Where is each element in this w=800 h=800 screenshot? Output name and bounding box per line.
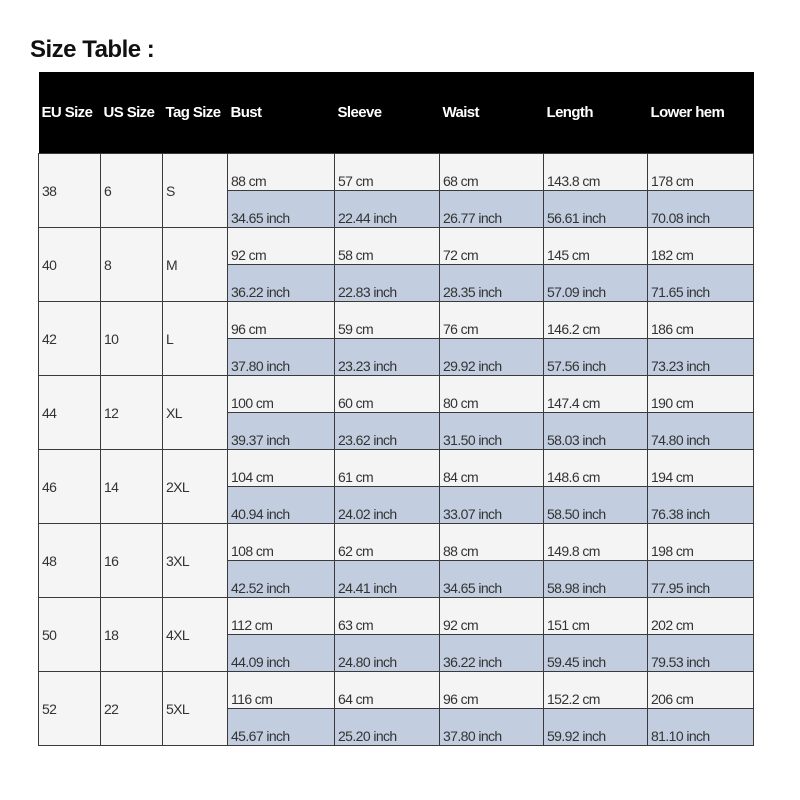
lower-hem-inch-cell: 70.08 inch xyxy=(648,191,754,228)
sleeve-cm-cell: 60 cm xyxy=(335,376,440,413)
waist-cm-cell: 72 cm xyxy=(440,228,544,265)
sleeve-inch-cell: 25.20 inch xyxy=(335,709,440,746)
header-bust: Bust xyxy=(228,72,335,154)
length-inch-cell: 59.92 inch xyxy=(544,709,648,746)
sleeve-inch-cell: 24.02 inch xyxy=(335,487,440,524)
us-size-cell: 6 xyxy=(101,154,163,228)
waist-cm-cell: 84 cm xyxy=(440,450,544,487)
bust-cm-cell: 100 cm xyxy=(228,376,335,413)
bust-inch-cell: 42.52 inch xyxy=(228,561,335,598)
length-inch-cell: 58.50 inch xyxy=(544,487,648,524)
tag-size-cell: M xyxy=(163,228,228,302)
eu-size-cell: 46 xyxy=(39,450,101,524)
lower-hem-inch-cell: 73.23 inch xyxy=(648,339,754,376)
sleeve-inch-cell: 22.44 inch xyxy=(335,191,440,228)
lower-hem-inch-cell: 81.10 inch xyxy=(648,709,754,746)
sleeve-cm-cell: 64 cm xyxy=(335,672,440,709)
length-cm-cell: 147.4 cm xyxy=(544,376,648,413)
bust-cm-cell: 88 cm xyxy=(228,154,335,191)
table-row-cm xyxy=(39,228,754,265)
bust-cm-cell: 104 cm xyxy=(228,450,335,487)
lower-hem-inch-cell: 79.53 inch xyxy=(648,635,754,672)
bust-inch-cell: 39.37 inch xyxy=(228,413,335,450)
length-inch-cell: 58.03 inch xyxy=(544,413,648,450)
tag-size-cell: 4XL xyxy=(163,598,228,672)
length-cm-cell: 143.8 cm xyxy=(544,154,648,191)
table-row-cm xyxy=(39,672,754,709)
lower-hem-cm-cell: 202 cm xyxy=(648,598,754,635)
us-size-cell: 14 xyxy=(101,450,163,524)
table-row-cm xyxy=(39,598,754,635)
lower-hem-cm-cell: 190 cm xyxy=(648,376,754,413)
waist-cm-cell: 92 cm xyxy=(440,598,544,635)
length-inch-cell: 57.09 inch xyxy=(544,265,648,302)
length-inch-cell: 56.61 inch xyxy=(544,191,648,228)
waist-inch-cell: 26.77 inch xyxy=(440,191,544,228)
tag-size-cell: L xyxy=(163,302,228,376)
lower-hem-cm-cell: 178 cm xyxy=(648,154,754,191)
bust-inch-cell: 45.67 inch xyxy=(228,709,335,746)
lower-hem-cm-cell: 186 cm xyxy=(648,302,754,339)
eu-size-cell: 48 xyxy=(39,524,101,598)
tag-size-cell: 3XL xyxy=(163,524,228,598)
waist-inch-cell: 31.50 inch xyxy=(440,413,544,450)
lower-hem-cm-cell: 194 cm xyxy=(648,450,754,487)
bust-cm-cell: 96 cm xyxy=(228,302,335,339)
sleeve-cm-cell: 59 cm xyxy=(335,302,440,339)
sleeve-inch-cell: 24.41 inch xyxy=(335,561,440,598)
tag-size-cell: 5XL xyxy=(163,672,228,746)
header-sleeve: Sleeve xyxy=(335,72,440,154)
us-size-cell: 10 xyxy=(101,302,163,376)
header-lower-hem: Lower hem xyxy=(648,72,754,154)
eu-size-cell: 42 xyxy=(39,302,101,376)
eu-size-cell: 50 xyxy=(39,598,101,672)
bust-inch-cell: 40.94 inch xyxy=(228,487,335,524)
waist-inch-cell: 36.22 inch xyxy=(440,635,544,672)
header-row xyxy=(39,72,754,154)
waist-inch-cell: 33.07 inch xyxy=(440,487,544,524)
us-size-cell: 8 xyxy=(101,228,163,302)
us-size-cell: 22 xyxy=(101,672,163,746)
bust-cm-cell: 116 cm xyxy=(228,672,335,709)
waist-inch-cell: 28.35 inch xyxy=(440,265,544,302)
lower-hem-inch-cell: 74.80 inch xyxy=(648,413,754,450)
waist-cm-cell: 96 cm xyxy=(440,672,544,709)
bust-inch-cell: 34.65 inch xyxy=(228,191,335,228)
lower-hem-inch-cell: 76.38 inch xyxy=(648,487,754,524)
sleeve-cm-cell: 62 cm xyxy=(335,524,440,561)
waist-cm-cell: 80 cm xyxy=(440,376,544,413)
bust-inch-cell: 37.80 inch xyxy=(228,339,335,376)
sleeve-inch-cell: 24.80 inch xyxy=(335,635,440,672)
table-row-cm xyxy=(39,450,754,487)
length-inch-cell: 58.98 inch xyxy=(544,561,648,598)
length-inch-cell: 57.56 inch xyxy=(544,339,648,376)
tag-size-cell: S xyxy=(163,154,228,228)
eu-size-cell: 44 xyxy=(39,376,101,450)
sleeve-inch-cell: 23.23 inch xyxy=(335,339,440,376)
lower-hem-inch-cell: 71.65 inch xyxy=(648,265,754,302)
waist-inch-cell: 29.92 inch xyxy=(440,339,544,376)
header-us-size: US Size xyxy=(101,72,163,154)
tag-size-cell: 2XL xyxy=(163,450,228,524)
waist-inch-cell: 34.65 inch xyxy=(440,561,544,598)
header-waist: Waist xyxy=(440,72,544,154)
page-title: Size Table : xyxy=(30,36,155,63)
length-cm-cell: 151 cm xyxy=(544,598,648,635)
us-size-cell: 16 xyxy=(101,524,163,598)
header-tag-size: Tag Size xyxy=(163,72,228,154)
lower-hem-cm-cell: 198 cm xyxy=(648,524,754,561)
eu-size-cell: 40 xyxy=(39,228,101,302)
sleeve-inch-cell: 22.83 inch xyxy=(335,265,440,302)
lower-hem-cm-cell: 182 cm xyxy=(648,228,754,265)
eu-size-cell: 38 xyxy=(39,154,101,228)
table-row-cm xyxy=(39,376,754,413)
sleeve-cm-cell: 63 cm xyxy=(335,598,440,635)
length-cm-cell: 149.8 cm xyxy=(544,524,648,561)
sleeve-cm-cell: 61 cm xyxy=(335,450,440,487)
table-row-cm xyxy=(39,524,754,561)
bust-cm-cell: 112 cm xyxy=(228,598,335,635)
tag-size-cell: XL xyxy=(163,376,228,450)
lower-hem-cm-cell: 206 cm xyxy=(648,672,754,709)
length-cm-cell: 146.2 cm xyxy=(544,302,648,339)
us-size-cell: 12 xyxy=(101,376,163,450)
length-inch-cell: 59.45 inch xyxy=(544,635,648,672)
length-cm-cell: 145 cm xyxy=(544,228,648,265)
header-eu-size: EU Size xyxy=(39,72,101,154)
bust-cm-cell: 108 cm xyxy=(228,524,335,561)
us-size-cell: 18 xyxy=(101,598,163,672)
table-body xyxy=(39,154,754,746)
bust-cm-cell: 92 cm xyxy=(228,228,335,265)
sleeve-inch-cell: 23.62 inch xyxy=(335,413,440,450)
lower-hem-inch-cell: 77.95 inch xyxy=(648,561,754,598)
size-table xyxy=(38,72,754,746)
bust-inch-cell: 36.22 inch xyxy=(228,265,335,302)
header-length: Length xyxy=(544,72,648,154)
sleeve-cm-cell: 58 cm xyxy=(335,228,440,265)
length-cm-cell: 148.6 cm xyxy=(544,450,648,487)
sleeve-cm-cell: 57 cm xyxy=(335,154,440,191)
eu-size-cell: 52 xyxy=(39,672,101,746)
length-cm-cell: 152.2 cm xyxy=(544,672,648,709)
table-row-cm xyxy=(39,154,754,191)
waist-cm-cell: 76 cm xyxy=(440,302,544,339)
bust-inch-cell: 44.09 inch xyxy=(228,635,335,672)
waist-cm-cell: 68 cm xyxy=(440,154,544,191)
waist-inch-cell: 37.80 inch xyxy=(440,709,544,746)
table-row-cm xyxy=(39,302,754,339)
waist-cm-cell: 88 cm xyxy=(440,524,544,561)
